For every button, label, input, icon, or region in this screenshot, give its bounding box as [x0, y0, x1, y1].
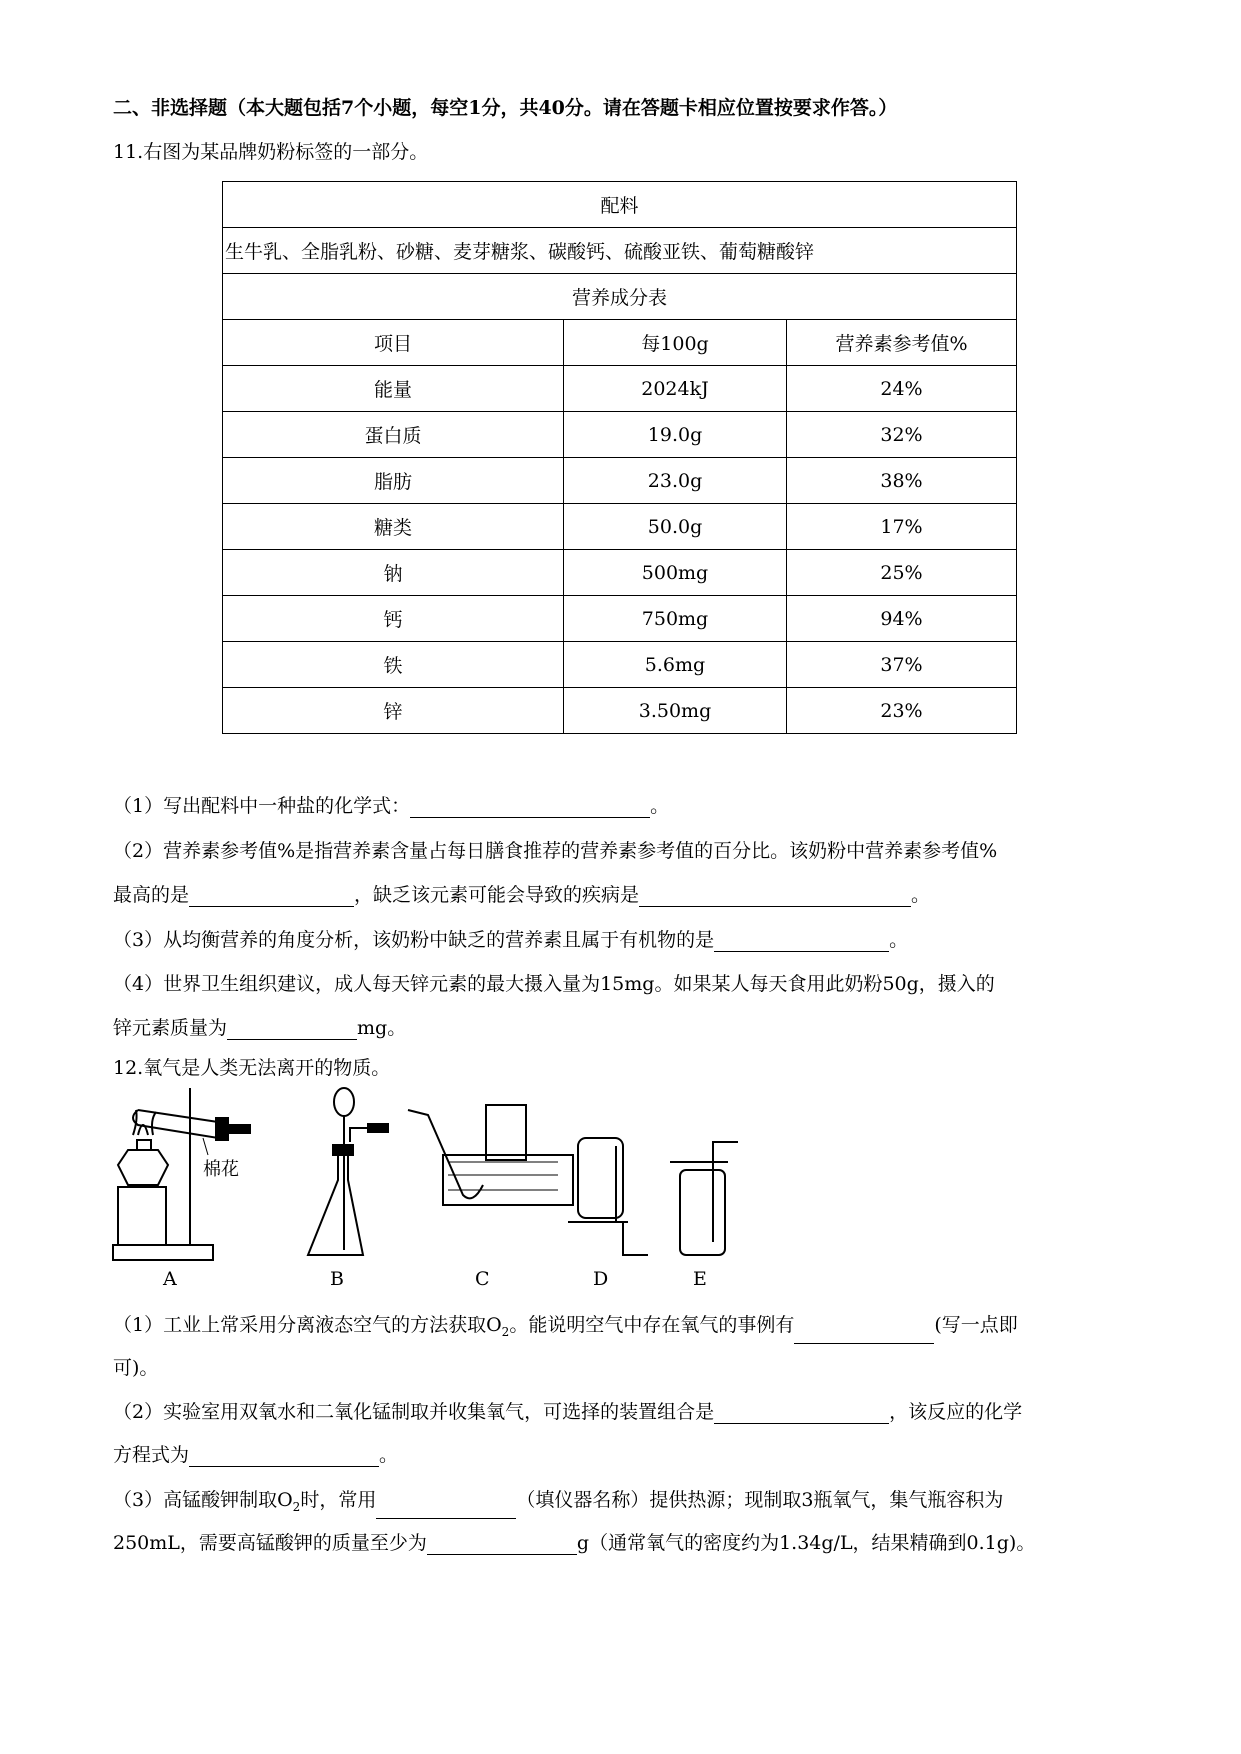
- table-cell: 38%: [787, 458, 1017, 504]
- table-cell: 铁: [223, 642, 564, 688]
- table-cell: 17%: [787, 504, 1017, 550]
- table-cell: 50.0g: [564, 504, 787, 550]
- q12-part3-line1: （3）高锰酸钾制取$O_2$时，常用 （填仪器名称）提供热源；现制取3瓶氧气，集气瓶容积为: [113, 1488, 1003, 1519]
- q11-part4-line1: （4）世界卫生组织建议，成人每天锌元素的最大摄入量为15mg。如果某人每天食用此奶粉50g，摄入的: [113, 973, 995, 995]
- table-header-row: [223, 320, 1017, 366]
- table-cell: 500mg: [564, 550, 787, 596]
- label-d: D: [593, 1268, 609, 1290]
- table-cell: 能量: [223, 366, 564, 412]
- apparatus-c: [408, 1105, 573, 1205]
- apparatus-e: [670, 1142, 738, 1255]
- answer-blank[interactable]: [639, 886, 911, 907]
- label-b: B: [330, 1268, 344, 1290]
- answer-blank[interactable]: [714, 931, 889, 952]
- header-cell: 每100g: [564, 320, 787, 366]
- cotton-label: 棉花: [203, 1159, 239, 1180]
- apparatus-d: [568, 1138, 648, 1255]
- answer-blank[interactable]: [227, 1019, 357, 1040]
- apparatus-b: [308, 1088, 388, 1255]
- answer-blank[interactable]: [794, 1323, 934, 1344]
- table-cell: 23%: [787, 688, 1017, 734]
- table-cell: 94%: [787, 596, 1017, 642]
- q12-part2-line1: （2）实验室用双氧水和二氧化锰制取并收集氧气，可选择的装置组合是 ，该反应的化学: [113, 1401, 1023, 1423]
- label-e: E: [693, 1268, 707, 1290]
- q11-part1: （1）写出配料中一种盐的化学式： 。: [113, 795, 670, 817]
- table-cell: 2024kJ: [564, 366, 787, 412]
- table-cell: 5.6mg: [564, 642, 787, 688]
- nutrition-label-table: [222, 181, 1017, 734]
- table-cell: 糖类: [223, 504, 564, 550]
- label-a: A: [163, 1268, 177, 1290]
- q11-part3: （3）从均衡营养的角度分析，该奶粉中缺乏的营养素且属于有机物的是 。: [113, 929, 909, 951]
- lab-apparatus-figure: [108, 1080, 808, 1290]
- q12-part2-line2: 方程式为 。: [113, 1444, 399, 1466]
- answer-blank[interactable]: [376, 1498, 516, 1519]
- table-row: [223, 458, 1017, 504]
- q12-part1-line2: 可)。: [113, 1357, 159, 1379]
- q12-part1-line1: （1）工业上常采用分离液态空气的方法获取$O_2$。能说明空气中存在氧气的事例有 (写一点即: [113, 1313, 1018, 1344]
- table-cell: 蛋白质: [223, 412, 564, 458]
- table-cell: 32%: [787, 412, 1017, 458]
- table-cell: 钙: [223, 596, 564, 642]
- table-cell: 750mg: [564, 596, 787, 642]
- table-cell: 19.0g: [564, 412, 787, 458]
- table-row: [223, 504, 1017, 550]
- apparatus-a: [113, 1088, 250, 1260]
- table-row: [223, 642, 1017, 688]
- header-cell: 营养素参考值%: [787, 320, 1017, 366]
- ingredients-list: 生牛乳、全脂乳粉、砂糖、麦芽糖浆、碳酸钙、硫酸亚铁、葡萄糖酸锌: [223, 228, 1017, 274]
- table-cell: 37%: [787, 642, 1017, 688]
- table-cell: 3.50mg: [564, 688, 787, 734]
- q12-part3-line2: 250mL，需要高锰酸钾的质量至少为 g（通常氧气的密度约为1.34g/L，结果精确到0.1g)。: [113, 1532, 1036, 1554]
- q11-part2-line1: （2）营养素参考值%是指营养素含量占每日膳食推荐的营养素参考值的百分比。该奶粉中营养素参考值%: [113, 840, 998, 862]
- table-row: [223, 688, 1017, 734]
- ingredients-title: 配料: [223, 182, 1017, 228]
- answer-blank[interactable]: [189, 1446, 379, 1467]
- table-cell: 24%: [787, 366, 1017, 412]
- table-cell: 23.0g: [564, 458, 787, 504]
- header-cell: 项目: [223, 320, 564, 366]
- table-row: [223, 366, 1017, 412]
- table-row: [223, 596, 1017, 642]
- q11-stem: 11.右图为某品牌奶粉标签的一部分。: [113, 141, 429, 163]
- nutrition-title: 营养成分表: [223, 274, 1017, 320]
- table-cell: 脂肪: [223, 458, 564, 504]
- answer-blank[interactable]: [410, 797, 650, 818]
- table-row: [223, 412, 1017, 458]
- table-cell: 25%: [787, 550, 1017, 596]
- table-row: [223, 550, 1017, 596]
- section-header: 二、非选择题（本大题包括7个小题，每空1分，共40分。请在答题卡相应位置按要求作答。）: [113, 97, 898, 119]
- q11-part4-line2: 锌元素质量为 mg。: [113, 1017, 407, 1039]
- answer-blank[interactable]: [714, 1403, 889, 1424]
- q11-part2-line2: 最高的是 ，缺乏该元素可能会导致的疾病是 。: [113, 884, 931, 906]
- table-cell: 钠: [223, 550, 564, 596]
- answer-blank[interactable]: [189, 886, 354, 907]
- table-cell: 锌: [223, 688, 564, 734]
- q12-stem: 12.氧气是人类无法离开的物质。: [113, 1057, 391, 1079]
- label-c: C: [475, 1268, 490, 1290]
- answer-blank[interactable]: [427, 1534, 577, 1555]
